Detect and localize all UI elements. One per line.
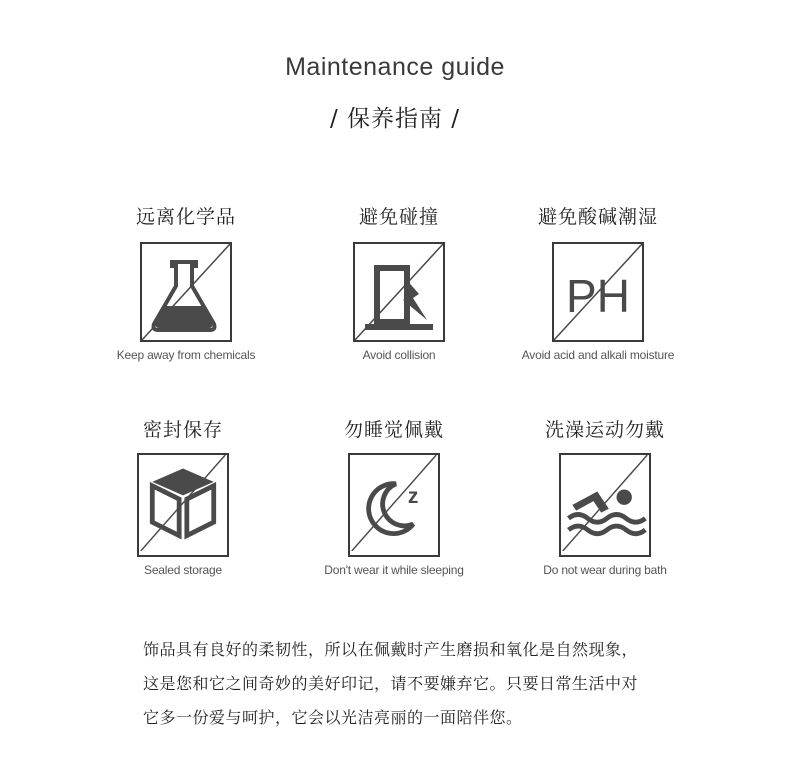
care-item-title: 洗澡运动勿戴: [544, 419, 665, 441]
ph-icon: [554, 244, 642, 340]
swimmer-icon: [561, 455, 649, 551]
title-cn: / 保养指南 /: [329, 106, 461, 132]
moon-sleep-icon: [350, 455, 438, 551]
title-en: Maintenance guide: [285, 53, 505, 81]
description-line: 这是您和它之间奇妙的美好印记，请不要嫌弃它。只要日常生活中对: [143, 674, 639, 693]
care-item-chemicals: [86, 204, 286, 362]
description-line: 饰品具有良好的柔韧性，所以在佩戴时产生磨损和氧化是自然现象，: [143, 640, 639, 659]
ph-icon-text: PH: [566, 270, 630, 322]
care-icon-frame: [353, 242, 445, 342]
care-icon-frame: [137, 453, 229, 557]
care-icon-frame: [552, 242, 644, 342]
care-icon-frame: [559, 453, 651, 557]
care-item-caption: Sealed storage: [144, 563, 222, 577]
care-item-title: 避免酸碱潮湿: [537, 206, 658, 228]
care-description: [143, 633, 703, 735]
care-item-title: 勿睡觉佩戴: [343, 419, 444, 441]
care-item-title: 远离化学品: [135, 206, 236, 228]
care-item-caption: Avoid collision: [362, 348, 436, 362]
care-item-acid-alkali: [498, 204, 698, 362]
care-item-sealed: [83, 417, 283, 577]
care-item-caption: Don't wear it while sleeping: [324, 563, 464, 577]
description-line: 它多一份爱与呵护，它会以光洁亮丽的一面陪伴您。: [143, 708, 523, 727]
care-item-bath: [505, 417, 705, 577]
box-icon: [139, 455, 227, 551]
care-item-title: 密封保存: [142, 419, 223, 441]
care-icon-frame: [140, 242, 232, 342]
care-item-sleep: [294, 417, 494, 577]
flask-icon: [142, 244, 230, 340]
sleep-z-text: z: [407, 485, 419, 508]
collision-icon: [355, 244, 443, 340]
care-item-caption: Keep away from chemicals: [116, 348, 256, 362]
care-item-title: 避免碰撞: [358, 206, 439, 228]
care-icon-frame: [348, 453, 440, 557]
care-item-collision: [299, 204, 499, 362]
care-item-caption: Do not wear during bath: [543, 563, 667, 577]
care-item-caption: Avoid acid and alkali moisture: [521, 348, 675, 362]
